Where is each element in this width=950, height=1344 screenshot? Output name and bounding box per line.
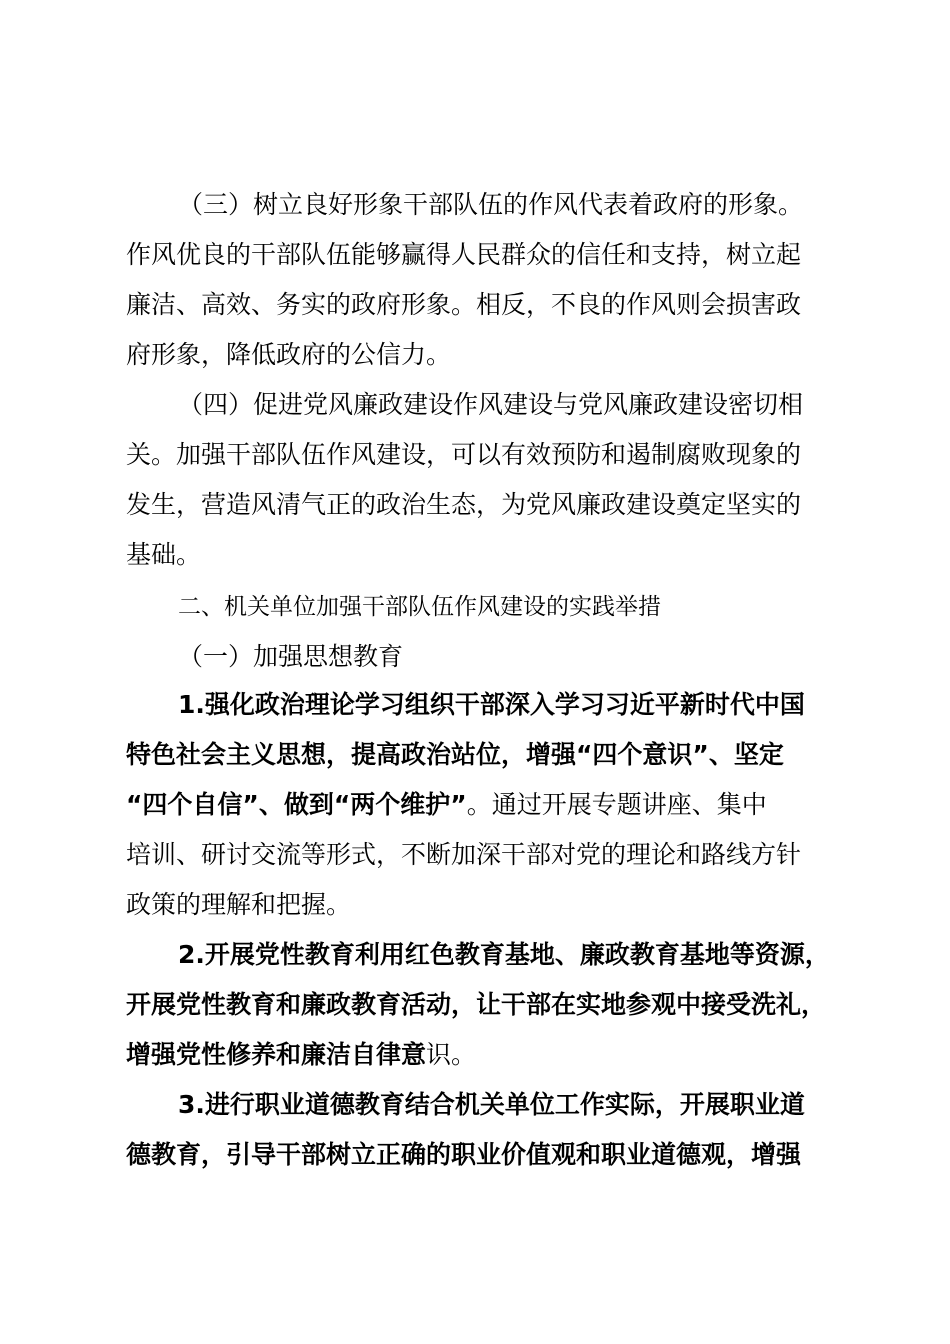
item-3-line-2: 德教育，引导干部树立正确的职业价值观和职业道德观，增强 xyxy=(126,1140,802,1169)
item-1-line-3-bold: “四个自信”、做到“两个维护” xyxy=(126,790,467,819)
item-1-line-2: 特色社会主义思想，提高政治站位，增强“四个意识”、坚定 xyxy=(126,740,784,769)
paragraph-3-line-1: （三）树立良好形象干部队伍的作风代表着政府的形象。 xyxy=(178,190,804,219)
item-2-line-3-bold: 增强党性修养和廉洁自律意 xyxy=(126,1040,427,1069)
item-1-line-4: 培训、研讨交流等形式，不断加深干部对党的理论和路线方针 xyxy=(126,840,802,869)
subsection-heading-1: （一）加强思想教育 xyxy=(178,642,404,671)
paragraph-3-line-3: 廉洁、高效、务实的政府形象。相反，不良的作风则会损害政 xyxy=(126,290,802,319)
section-heading-2: 二、机关单位加强干部队伍作风建设的实践举措 xyxy=(178,594,661,620)
paragraph-4-line-3: 发生，营造风清气正的政治生态，为党风廉政建设奠定坚实的 xyxy=(126,490,802,519)
item-2-line-2: 开展党性教育和廉政教育活动，让干部在实地参观中接受洗礼， xyxy=(126,990,827,1019)
item-1-line-5: 政策的理解和把握。 xyxy=(126,890,352,919)
item-3-line-1: 3.进行职业道德教育结合机关单位工作实际，开展职业道 xyxy=(178,1090,805,1119)
item-2-line-1: 2.开展党性教育利用红色教育基地、廉政教育基地等资源， xyxy=(178,940,830,969)
paragraph-4-line-2: 关。加强干部队伍作风建设，可以有效预防和遏制腐败现象的 xyxy=(126,440,802,469)
paragraph-3-line-2: 作风优良的干部队伍能够赢得人民群众的信任和支持，树立起 xyxy=(126,240,802,269)
paragraph-4-line-1: （四）促进党风廉政建设作风建设与党风廉政建设密切相 xyxy=(178,390,804,419)
item-1-line-3-regular: 。通过开展专题讲座、集中 xyxy=(466,790,767,819)
item-2-line-3-regular: 识。 xyxy=(426,1040,477,1069)
item-1-line-1: 1.强化政治理论学习组织干部深入学习习近平新时代中国 xyxy=(178,690,805,719)
paragraph-3-line-4: 府形象，降低政府的公信力。 xyxy=(126,340,452,369)
item-1-line-3 xyxy=(126,788,767,822)
paragraph-4-line-4: 基础。 xyxy=(126,540,202,569)
item-2-line-3 xyxy=(126,1038,476,1072)
